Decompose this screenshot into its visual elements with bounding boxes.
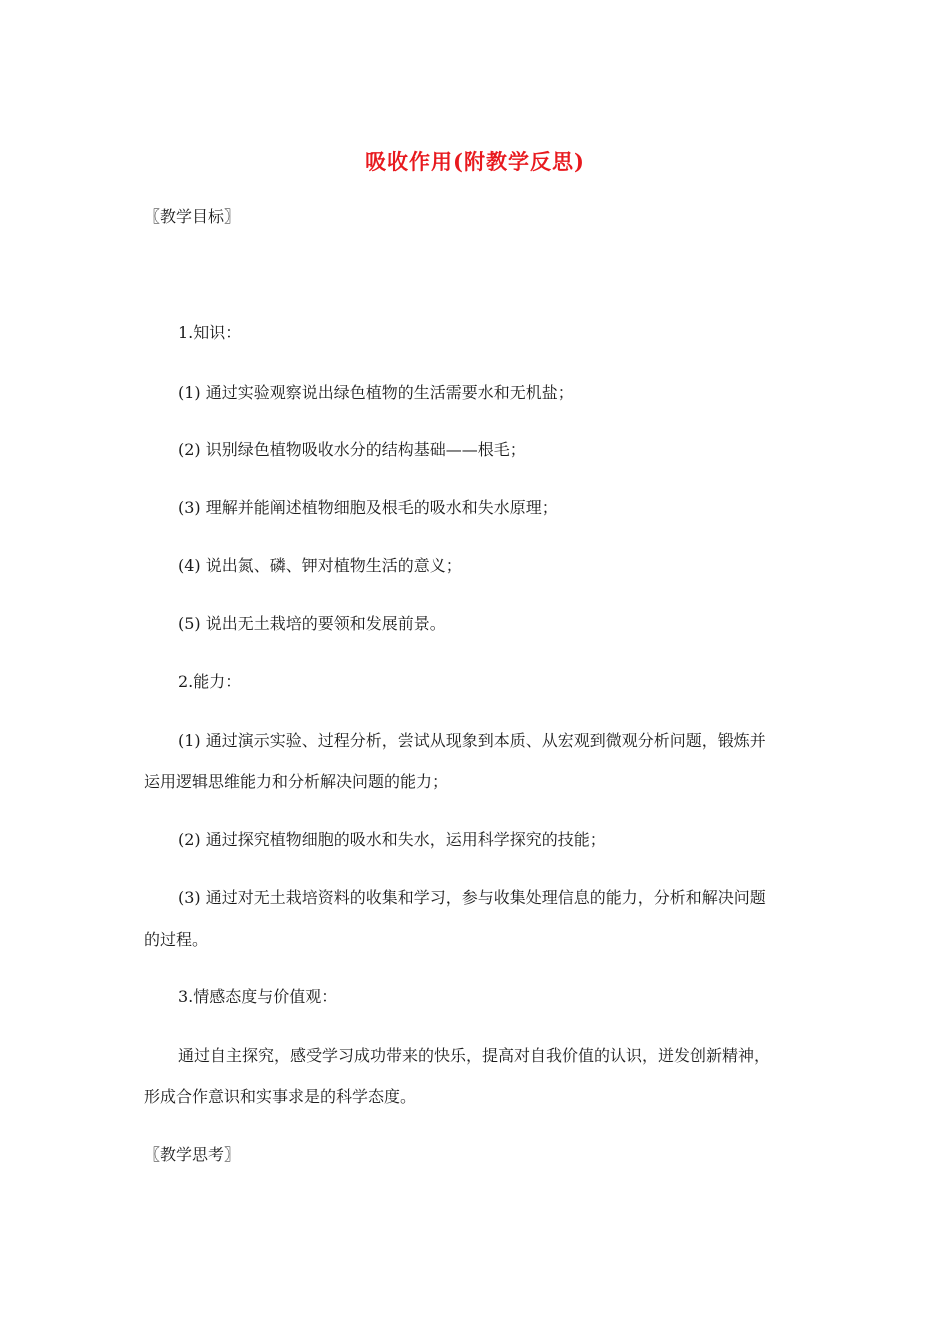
attitude-heading: 3.情感态度与价值观：: [178, 987, 338, 1006]
knowledge-item: (2) 识别绿色植物吸收水分的结构基础——根毛；: [178, 440, 526, 459]
knowledge-item: (3) 理解并能阐述植物细胞及根毛的吸水和失水原理；: [178, 498, 558, 517]
ability-item-line: (2) 通过探究植物细胞的吸水和失水，运用科学探究的技能；: [178, 830, 606, 849]
knowledge-item: (5) 说出无土栽培的要领和发展前景。: [178, 614, 446, 633]
knowledge-item: (4) 说出氮、磷、钾对植物生活的意义；: [178, 556, 462, 575]
knowledge-item: (1) 通过实验观察说出绿色植物的生活需要水和无机盐；: [178, 383, 574, 402]
ability-item-line: 的过程。: [144, 930, 209, 949]
ability-heading: 2.能力：: [178, 672, 242, 691]
document-title: 吸收作用(附教学反思): [365, 149, 585, 174]
section-heading-objectives: 〖教学目标〗: [144, 207, 241, 226]
ability-item-line: (3) 通过对无土栽培资料的收集和学习，参与收集处理信息的能力，分析和解决问题: [178, 888, 766, 907]
ability-item-line: (1) 通过演示实验、过程分析，尝试从现象到本质、从宏观到微观分析问题，锻炼并: [178, 731, 766, 750]
attitude-paragraph-line: 形成合作意识和实事求是的科学态度。: [144, 1087, 417, 1106]
ability-item-line: 运用逻辑思维能力和分析解决问题的能力；: [144, 772, 449, 791]
knowledge-heading: 1.知识：: [178, 323, 242, 342]
attitude-paragraph-line: 通过自主探究，感受学习成功带来的快乐，提高对自我价值的认识，迸发创新精神，: [178, 1046, 771, 1065]
section-heading-reflection: 〖教学思考〗: [144, 1145, 241, 1164]
